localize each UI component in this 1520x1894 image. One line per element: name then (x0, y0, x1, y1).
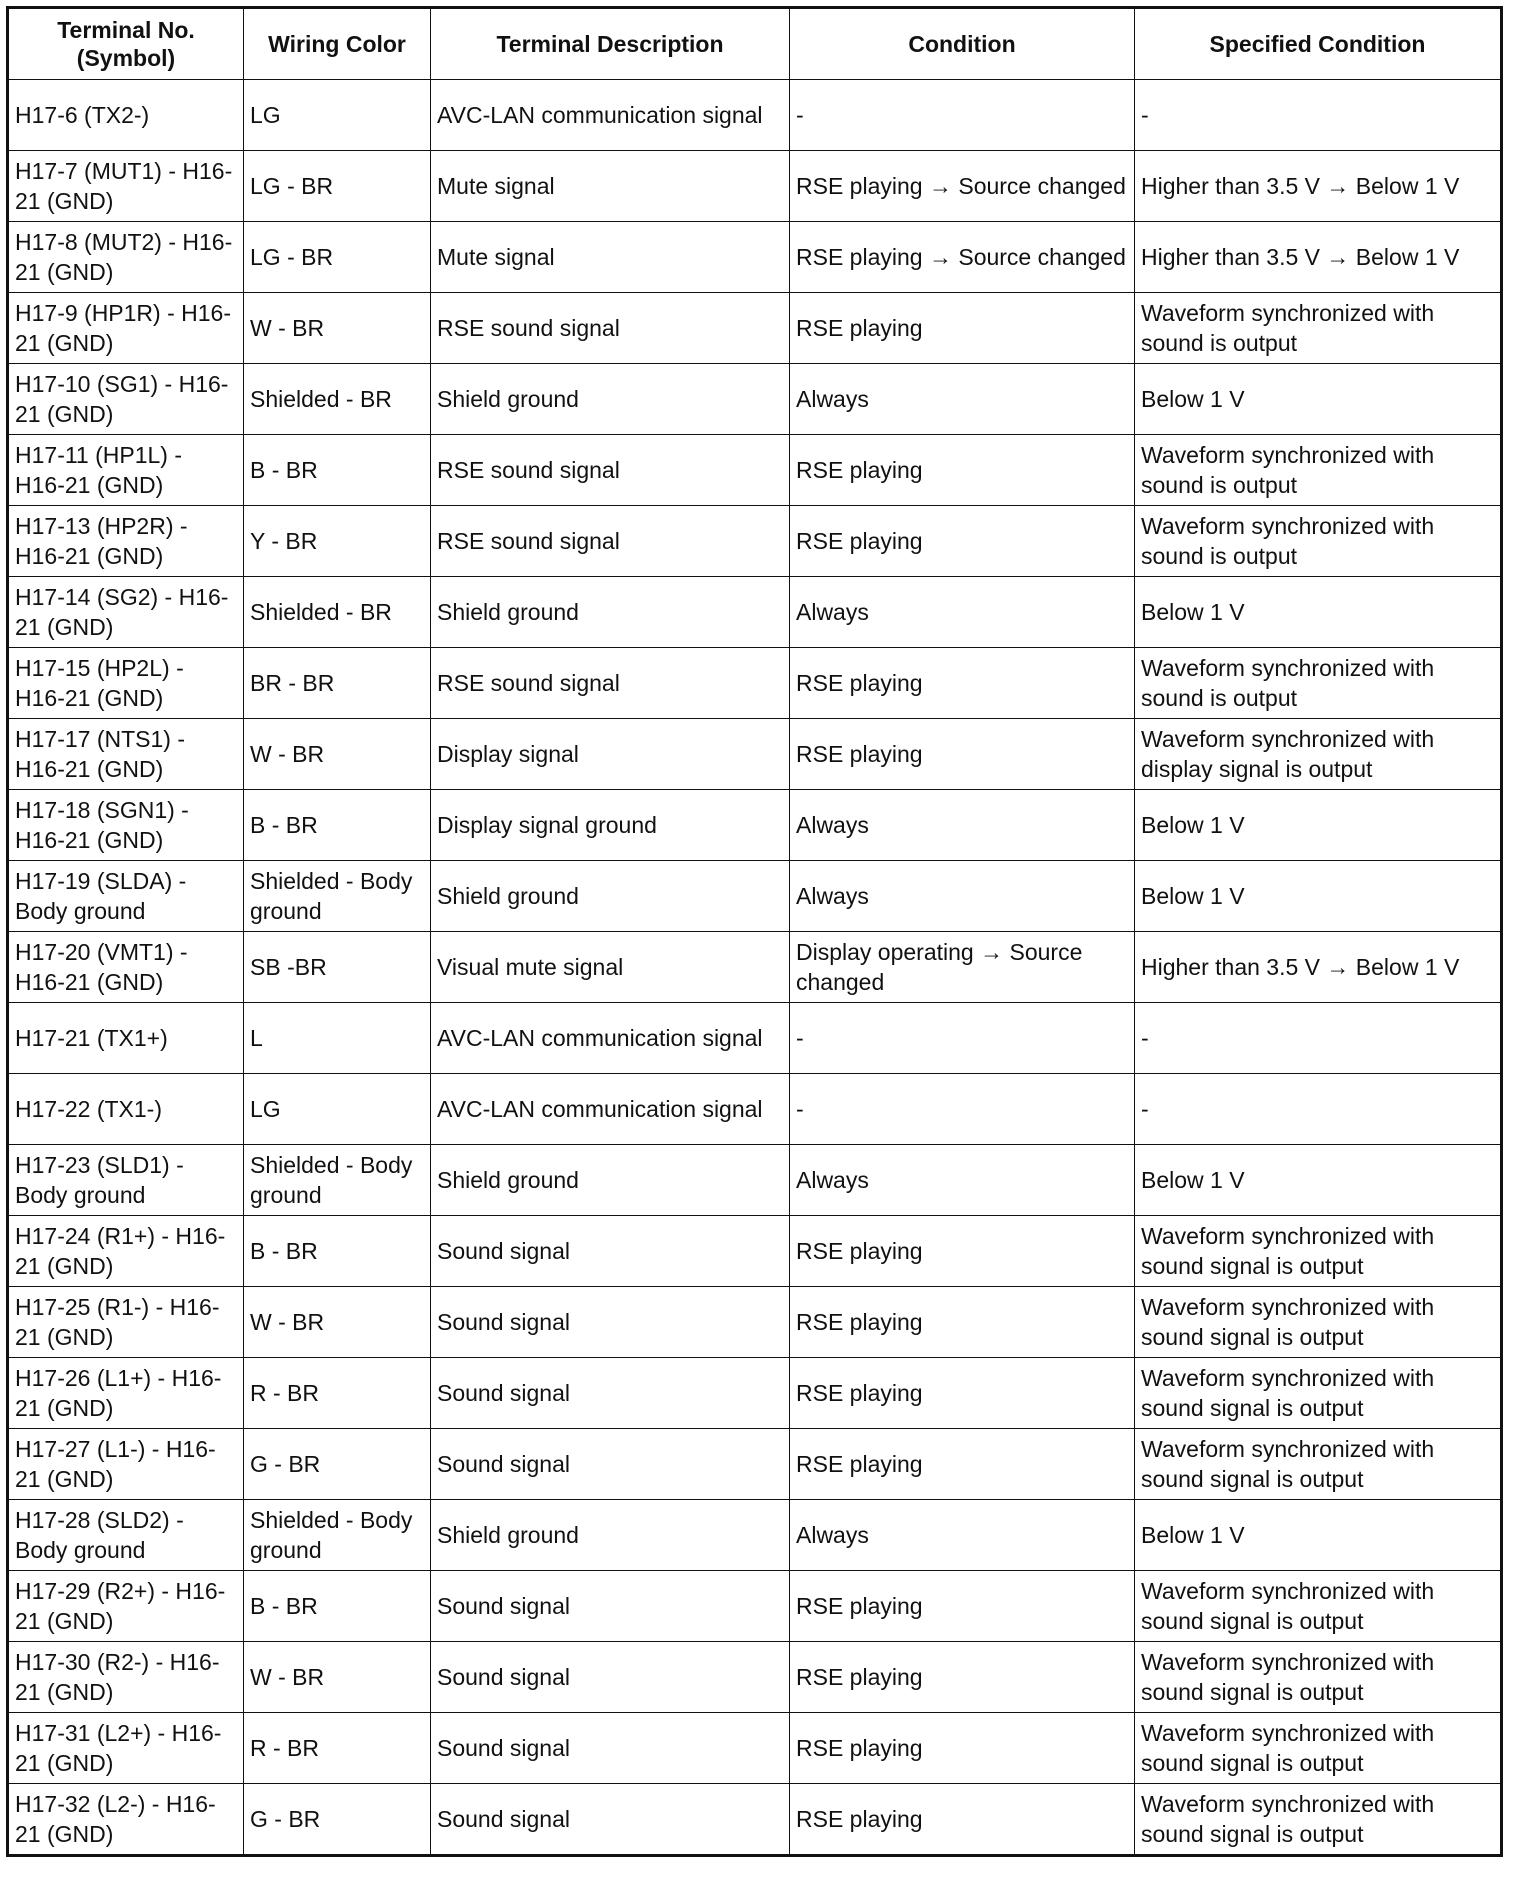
cell-specified-condition: Below 1 V (1135, 577, 1502, 648)
table-row (8, 1571, 1502, 1642)
cell-wiring-color: W - BR (244, 1642, 431, 1713)
cell-specified-condition: Waveform synchronized with sound is output (1135, 648, 1502, 719)
header-terminal-description: Terminal Description (431, 8, 790, 80)
table-row (8, 151, 1502, 222)
cell-wiring-color: LG - BR (244, 151, 431, 222)
cell-condition: RSE playing (790, 719, 1135, 790)
cell-condition: RSE playing (790, 1358, 1135, 1429)
cell-terminal-description: Visual mute signal (431, 932, 790, 1003)
cell-condition: RSE playing (790, 435, 1135, 506)
cell-terminal: H17-29 (R2+) - H16-21 (GND) (8, 1571, 244, 1642)
table-row (8, 577, 1502, 648)
cell-terminal-description: AVC-LAN communication signal (431, 1074, 790, 1145)
cell-terminal: H17-24 (R1+) - H16-21 (GND) (8, 1216, 244, 1287)
cell-terminal-description: RSE sound signal (431, 293, 790, 364)
cell-terminal-description: RSE sound signal (431, 435, 790, 506)
cell-wiring-color: SB -BR (244, 932, 431, 1003)
cell-terminal-description: AVC-LAN communication signal (431, 80, 790, 151)
cell-condition: RSE playing → Source changed (790, 151, 1135, 222)
cell-terminal-description: Shield ground (431, 364, 790, 435)
header-wiring-color: Wiring Color (244, 8, 431, 80)
table-row (8, 1358, 1502, 1429)
cell-specified-condition: Waveform synchronized with sound signal is output (1135, 1429, 1502, 1500)
table-row (8, 1713, 1502, 1784)
cell-specified-condition: Below 1 V (1135, 861, 1502, 932)
cell-wiring-color: LG (244, 80, 431, 151)
cell-terminal-description: Sound signal (431, 1429, 790, 1500)
cell-terminal-description: Display signal (431, 719, 790, 790)
table-row (8, 932, 1502, 1003)
cell-condition: RSE playing (790, 1571, 1135, 1642)
spec-table-container (6, 6, 1503, 1857)
table-row (8, 861, 1502, 932)
cell-terminal-description: RSE sound signal (431, 506, 790, 577)
table-row (8, 506, 1502, 577)
cell-wiring-color: B - BR (244, 1571, 431, 1642)
cell-terminal: H17-31 (L2+) - H16-21 (GND) (8, 1713, 244, 1784)
cell-condition: RSE playing (790, 648, 1135, 719)
cell-specified-condition: - (1135, 80, 1502, 151)
cell-wiring-color: LG (244, 1074, 431, 1145)
table-row (8, 719, 1502, 790)
header-terminal-line1: Terminal No. (57, 17, 195, 43)
cell-terminal: H17-17 (NTS1) - H16-21 (GND) (8, 719, 244, 790)
cell-wiring-color: LG - BR (244, 222, 431, 293)
cell-condition: Always (790, 577, 1135, 648)
cell-wiring-color: B - BR (244, 790, 431, 861)
terminal-spec-table (6, 6, 1503, 1857)
cell-wiring-color: W - BR (244, 293, 431, 364)
table-row (8, 1003, 1502, 1074)
cell-specified-condition: Below 1 V (1135, 790, 1502, 861)
cell-condition: Always (790, 861, 1135, 932)
cell-terminal: H17-19 (SLDA) - Body ground (8, 861, 244, 932)
cell-terminal: H17-18 (SGN1) - H16-21 (GND) (8, 790, 244, 861)
cell-specified-condition: Higher than 3.5 V → Below 1 V (1135, 222, 1502, 293)
cell-wiring-color: Shielded - Body ground (244, 1500, 431, 1571)
cell-terminal-description: Display signal ground (431, 790, 790, 861)
cell-condition: RSE playing (790, 1287, 1135, 1358)
cell-terminal: H17-27 (L1-) - H16-21 (GND) (8, 1429, 244, 1500)
table-row (8, 1500, 1502, 1571)
header-terminal-line2: (Symbol) (76, 45, 176, 71)
cell-terminal: H17-26 (L1+) - H16-21 (GND) (8, 1358, 244, 1429)
cell-specified-condition: Higher than 3.5 V → Below 1 V (1135, 151, 1502, 222)
cell-condition: - (790, 80, 1135, 151)
cell-terminal-description: Mute signal (431, 151, 790, 222)
cell-specified-condition: Below 1 V (1135, 364, 1502, 435)
table-header-row (8, 8, 1502, 80)
cell-specified-condition: - (1135, 1003, 1502, 1074)
cell-condition: RSE playing (790, 293, 1135, 364)
cell-condition: RSE playing (790, 1713, 1135, 1784)
cell-specified-condition: Waveform synchronized with sound signal is output (1135, 1784, 1502, 1856)
cell-wiring-color: W - BR (244, 719, 431, 790)
cell-condition: Always (790, 1145, 1135, 1216)
cell-specified-condition: Waveform synchronized with sound is output (1135, 293, 1502, 364)
cell-condition: - (790, 1003, 1135, 1074)
cell-specified-condition: Higher than 3.5 V → Below 1 V (1135, 932, 1502, 1003)
cell-terminal: H17-8 (MUT2) - H16-21 (GND) (8, 222, 244, 293)
cell-condition: Always (790, 1500, 1135, 1571)
cell-wiring-color: R - BR (244, 1358, 431, 1429)
cell-specified-condition: Waveform synchronized with sound is output (1135, 506, 1502, 577)
cell-condition: Display operating → Source changed (790, 932, 1135, 1003)
cell-wiring-color: Shielded - Body ground (244, 1145, 431, 1216)
cell-condition: RSE playing (790, 1784, 1135, 1856)
cell-terminal: H17-11 (HP1L) - H16-21 (GND) (8, 435, 244, 506)
cell-terminal-description: AVC-LAN communication signal (431, 1003, 790, 1074)
cell-wiring-color: B - BR (244, 435, 431, 506)
cell-condition: - (790, 1074, 1135, 1145)
cell-specified-condition: Waveform synchronized with sound signal is output (1135, 1358, 1502, 1429)
table-row (8, 435, 1502, 506)
table-row (8, 1642, 1502, 1713)
cell-terminal-description: Shield ground (431, 1500, 790, 1571)
cell-terminal-description: Sound signal (431, 1287, 790, 1358)
cell-specified-condition: Waveform synchronized with sound signal is output (1135, 1216, 1502, 1287)
table-row (8, 790, 1502, 861)
cell-terminal: H17-22 (TX1-) (8, 1074, 244, 1145)
cell-wiring-color: Shielded - BR (244, 577, 431, 648)
cell-terminal: H17-9 (HP1R) - H16-21 (GND) (8, 293, 244, 364)
table-row (8, 648, 1502, 719)
cell-terminal: H17-30 (R2-) - H16-21 (GND) (8, 1642, 244, 1713)
cell-terminal-description: RSE sound signal (431, 648, 790, 719)
cell-wiring-color: BR - BR (244, 648, 431, 719)
cell-terminal-description: Mute signal (431, 222, 790, 293)
cell-terminal: H17-15 (HP2L) - H16-21 (GND) (8, 648, 244, 719)
table-row (8, 1287, 1502, 1358)
cell-wiring-color: B - BR (244, 1216, 431, 1287)
cell-terminal: H17-25 (R1-) - H16-21 (GND) (8, 1287, 244, 1358)
cell-terminal-description: Sound signal (431, 1784, 790, 1856)
header-terminal (8, 8, 244, 80)
table-row (8, 1216, 1502, 1287)
cell-terminal: H17-28 (SLD2) - Body ground (8, 1500, 244, 1571)
cell-wiring-color: G - BR (244, 1429, 431, 1500)
cell-terminal: H17-21 (TX1+) (8, 1003, 244, 1074)
cell-terminal: H17-14 (SG2) - H16-21 (GND) (8, 577, 244, 648)
cell-wiring-color: G - BR (244, 1784, 431, 1856)
cell-terminal: H17-13 (HP2R) - H16-21 (GND) (8, 506, 244, 577)
cell-terminal-description: Shield ground (431, 577, 790, 648)
cell-condition: RSE playing → Source changed (790, 222, 1135, 293)
cell-condition: RSE playing (790, 506, 1135, 577)
cell-wiring-color: W - BR (244, 1287, 431, 1358)
table-row (8, 1429, 1502, 1500)
cell-terminal: H17-7 (MUT1) - H16-21 (GND) (8, 151, 244, 222)
table-row (8, 364, 1502, 435)
cell-terminal: H17-10 (SG1) - H16-21 (GND) (8, 364, 244, 435)
table-row (8, 1074, 1502, 1145)
cell-specified-condition: Waveform synchronized with sound signal is output (1135, 1642, 1502, 1713)
table-row (8, 80, 1502, 151)
cell-condition: RSE playing (790, 1216, 1135, 1287)
cell-terminal-description: Shield ground (431, 861, 790, 932)
cell-wiring-color: Y - BR (244, 506, 431, 577)
cell-terminal-description: Sound signal (431, 1216, 790, 1287)
cell-terminal: H17-23 (SLD1) - Body ground (8, 1145, 244, 1216)
cell-condition: RSE playing (790, 1429, 1135, 1500)
cell-specified-condition: - (1135, 1074, 1502, 1145)
cell-specified-condition: Waveform synchronized with sound signal is output (1135, 1713, 1502, 1784)
cell-specified-condition: Below 1 V (1135, 1500, 1502, 1571)
cell-wiring-color: Shielded - BR (244, 364, 431, 435)
cell-terminal-description: Sound signal (431, 1642, 790, 1713)
table-row (8, 293, 1502, 364)
table-body (8, 80, 1502, 1856)
cell-condition: Always (790, 790, 1135, 861)
cell-wiring-color: Shielded - Body ground (244, 861, 431, 932)
cell-terminal: H17-6 (TX2-) (8, 80, 244, 151)
cell-condition: RSE playing (790, 1642, 1135, 1713)
cell-condition: Always (790, 364, 1135, 435)
cell-wiring-color: R - BR (244, 1713, 431, 1784)
header-specified-condition: Specified Condition (1135, 8, 1502, 80)
cell-terminal-description: Sound signal (431, 1358, 790, 1429)
cell-terminal-description: Shield ground (431, 1145, 790, 1216)
cell-terminal-description: Sound signal (431, 1713, 790, 1784)
table-row (8, 1145, 1502, 1216)
cell-terminal: H17-32 (L2-) - H16-21 (GND) (8, 1784, 244, 1856)
table-row (8, 1784, 1502, 1856)
header-condition: Condition (790, 8, 1135, 80)
cell-terminal-description: Sound signal (431, 1571, 790, 1642)
cell-specified-condition: Waveform synchronized with display signal is output (1135, 719, 1502, 790)
cell-wiring-color: L (244, 1003, 431, 1074)
cell-specified-condition: Waveform synchronized with sound signal is output (1135, 1571, 1502, 1642)
table-row (8, 222, 1502, 293)
cell-terminal: H17-20 (VMT1) - H16-21 (GND) (8, 932, 244, 1003)
cell-specified-condition: Waveform synchronized with sound is output (1135, 435, 1502, 506)
cell-specified-condition: Below 1 V (1135, 1145, 1502, 1216)
cell-specified-condition: Waveform synchronized with sound signal is output (1135, 1287, 1502, 1358)
